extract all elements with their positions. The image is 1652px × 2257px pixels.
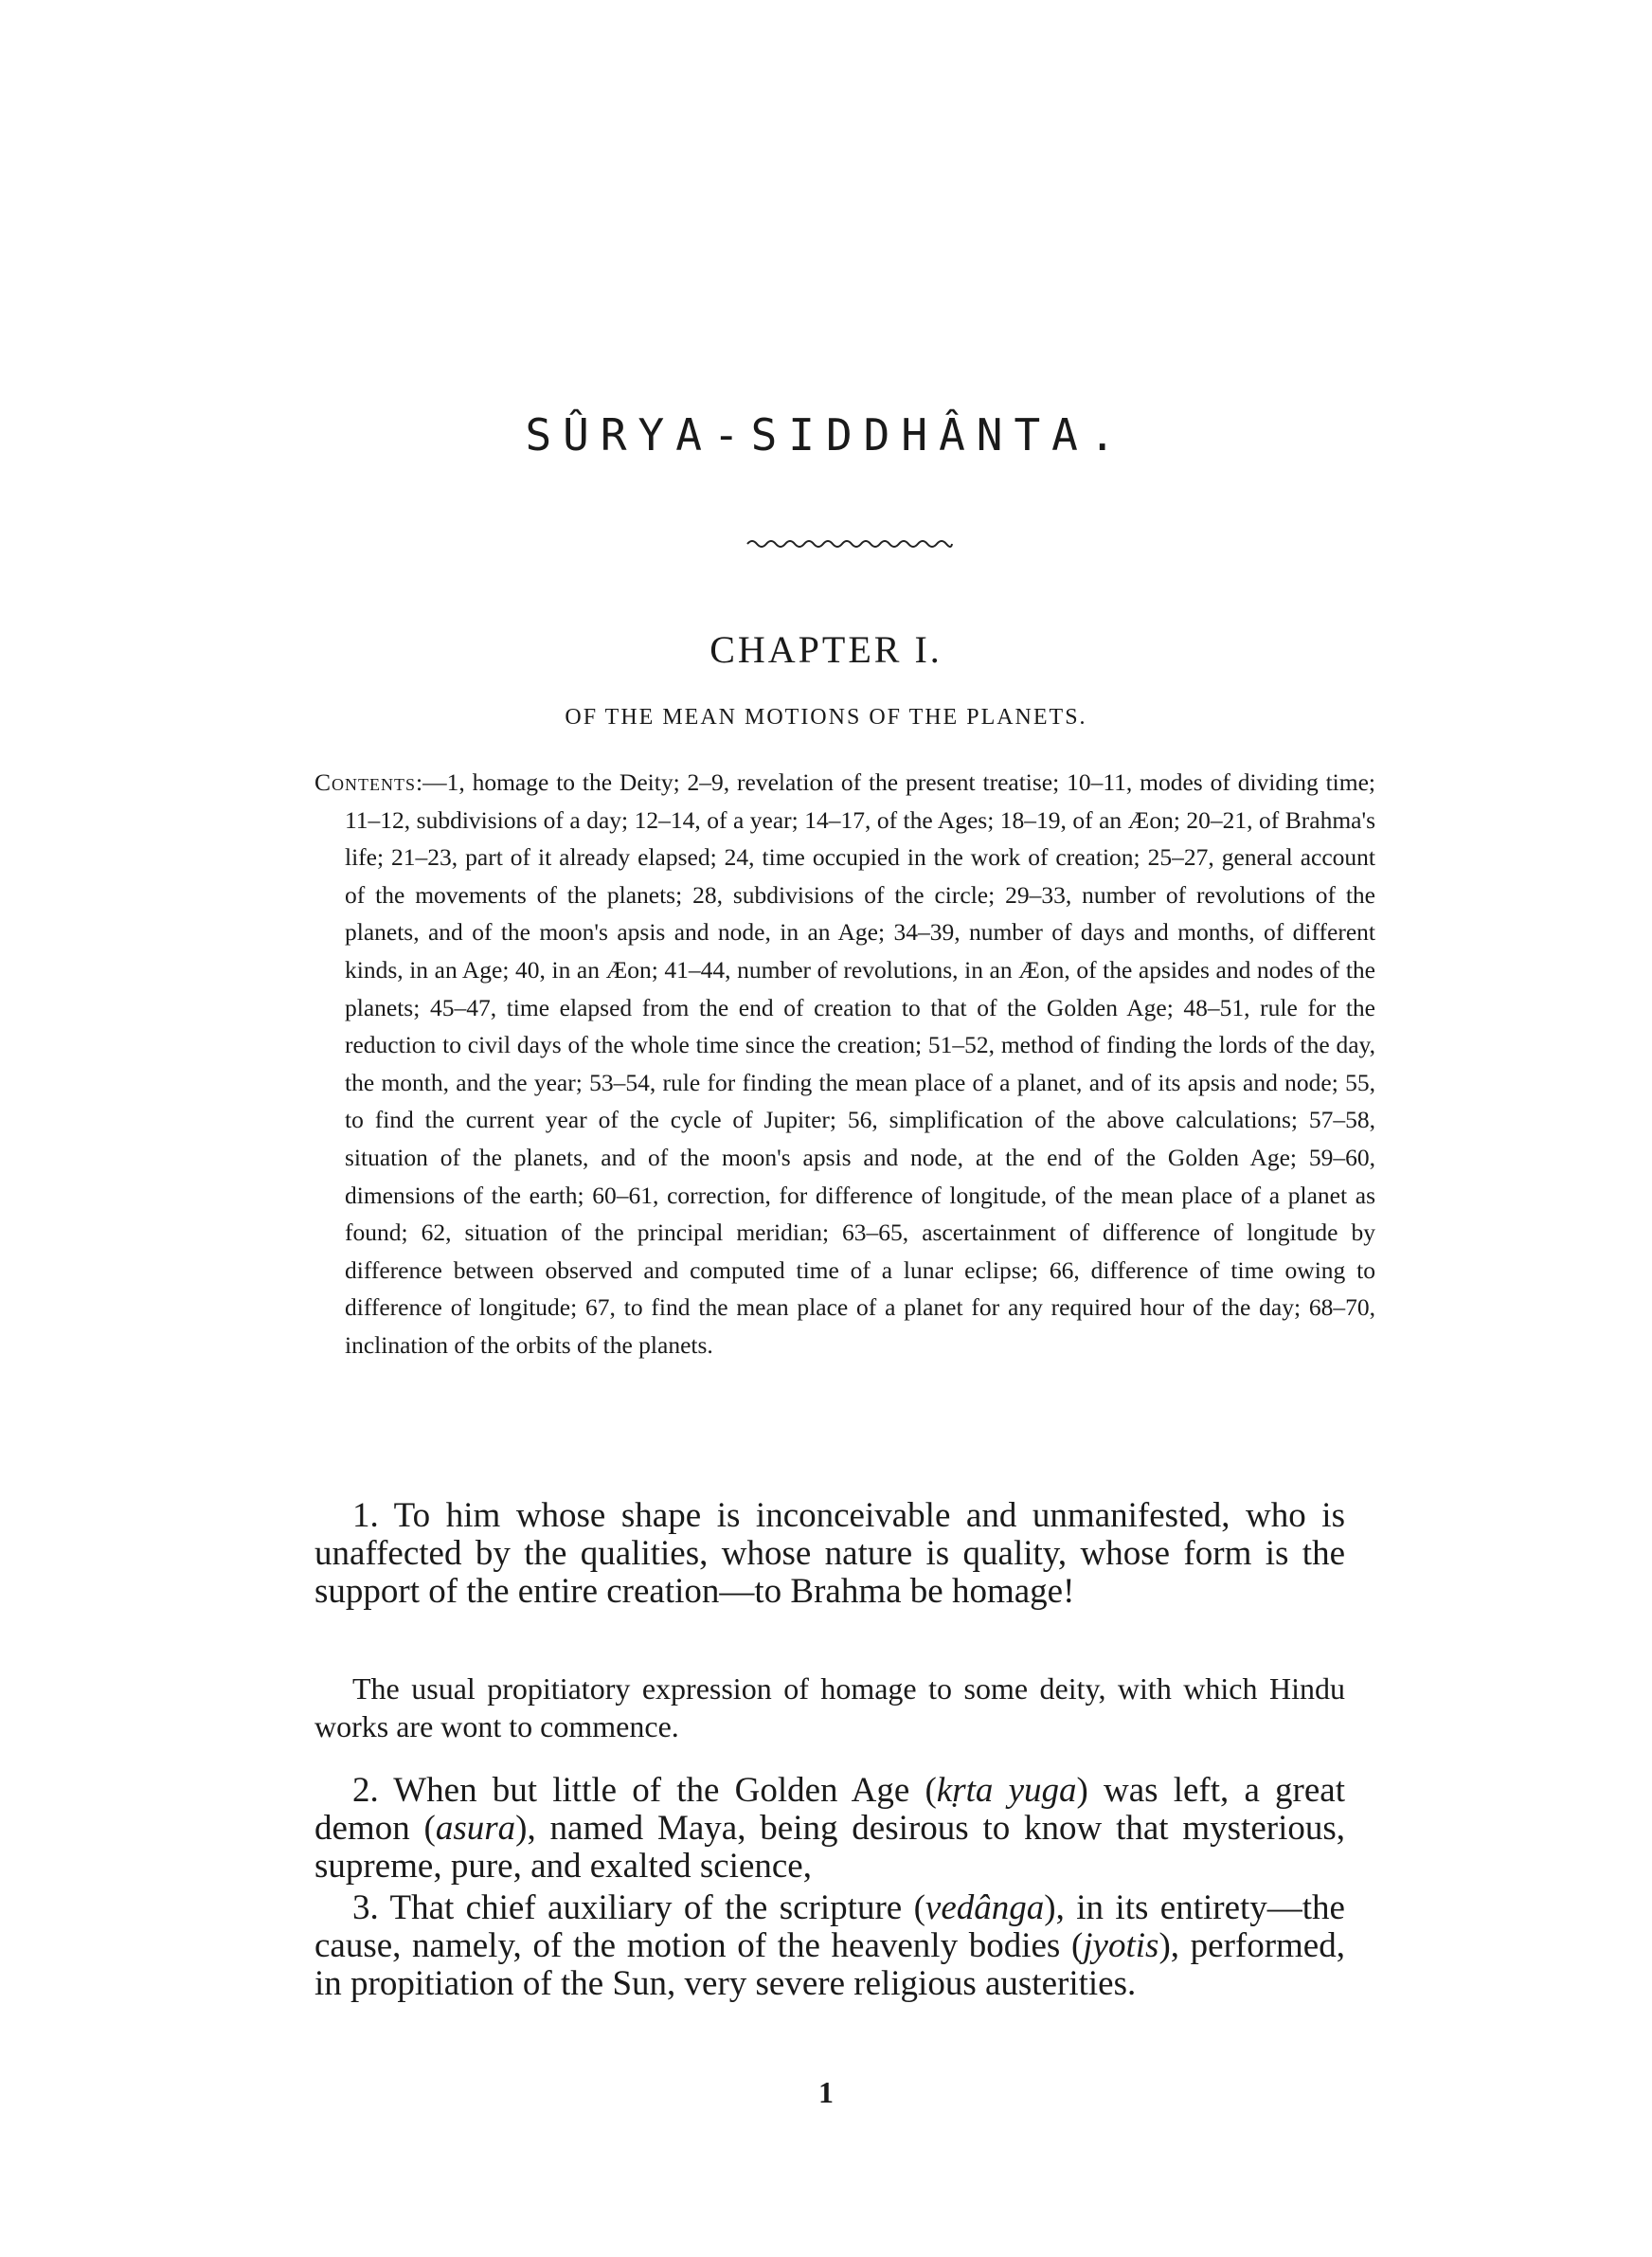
verse-2-text-b: ) was left, a great demon ( [314, 1771, 1345, 1848]
verse-3-text-c: ), performed, in propitiation of the Sun, very severe religious austerities. [314, 1926, 1345, 2003]
verse-1: 1. To him whose shape is inconceivable and unmanifested, who is unaffected by the qualities, whose nature is quality, whose form is the support of the entire creation—to Brahma be homage! [314, 1496, 1345, 1611]
verse-3-term-jyotis: jyotis [1083, 1926, 1159, 1965]
verse-3-text-a: 3. That chief auxiliary of the scripture ( [352, 1888, 925, 1927]
chapter-subtitle: OF THE MEAN MOTIONS OF THE PLANETS. [565, 705, 1087, 730]
page-number: 1 [818, 2075, 834, 2109]
contents-text: :—1, homage to the Deity; 2–9, revelation of the present treatise; 10–11, modes of dividing time; 11–12, subdivisions of a day; 12–14, of a year; 14–17, of the Ages; 18–19, of an Æon; 20–21, of Brahma's life; 21–23, part of it already elapsed; 24, time occupied in the work of creation; 25–27, general account of the movements of the planets; 28, subdivisions of the circle; 29–33, number of revolutions of the planets, and of the moon's apsis and node, in an Age; 34–39, number of days and months, of different kinds, in an Age; 40, in an Æon; 41–44, number of revolutions, in an Æon, of the apsides and nodes of the planets; 45–47, time elapsed from the end of creation to that of the Golden Age; 48–51, rule for the reduction to civil days of the whole time since the creation; 51–52, method of finding the lords of the day, the month, and the year; 53–54, rule for finding the mean place of a planet, and of its apsis and node; 55, to find the current year of the cycle of Jupiter; 56, simplification of the above calculations; 57–58, situation of the planets, and of the moon's apsis and node, at the end of the Golden Age; 59–60, dimensions of the earth; 60–61, correction, for difference of longitude, of the mean place of a planet as found; 62, situation of the principal meridian; 63–65, ascertainment of difference of longitude by difference between observed and computed time of a lunar eclipse; 66, difference of time owing to difference of longitude; 67, to find the mean place of a planet for any required hour of the day; 68–70, inclination of the orbits of the planets. [345, 768, 1375, 1359]
verse-2-text-a: 2. When but little of the Golden Age ( [352, 1771, 937, 1810]
verse-3 [314, 1889, 1345, 2003]
contents-summary [314, 764, 1375, 1364]
chapter-heading: CHAPTER I. [709, 628, 943, 671]
ornamental-rule [745, 536, 954, 550]
verse-2-text-c: ), named Maya, being desirous to know that mysterious, supreme, pure, and exalted science, [314, 1809, 1345, 1886]
contents-label: Contents [314, 768, 417, 796]
verse-2-term-asura: asura [435, 1809, 516, 1848]
verse-3-term-vedanga: vedânga [925, 1888, 1045, 1927]
verse-3-text-b: ), in its entirety—the cause, namely, of the motion of the heavenly bodies ( [314, 1888, 1345, 1965]
book-title: SÛRYA-SIDDHÂNTA. [525, 409, 1127, 460]
verse-2-term-krta-yuga: kṛta yuga [936, 1771, 1077, 1810]
commentary-note-1: The usual propitiatory expression of homage to some deity, with which Hindu works are wont to commence. [314, 1671, 1345, 1743]
verse-2 [314, 1772, 1345, 1886]
